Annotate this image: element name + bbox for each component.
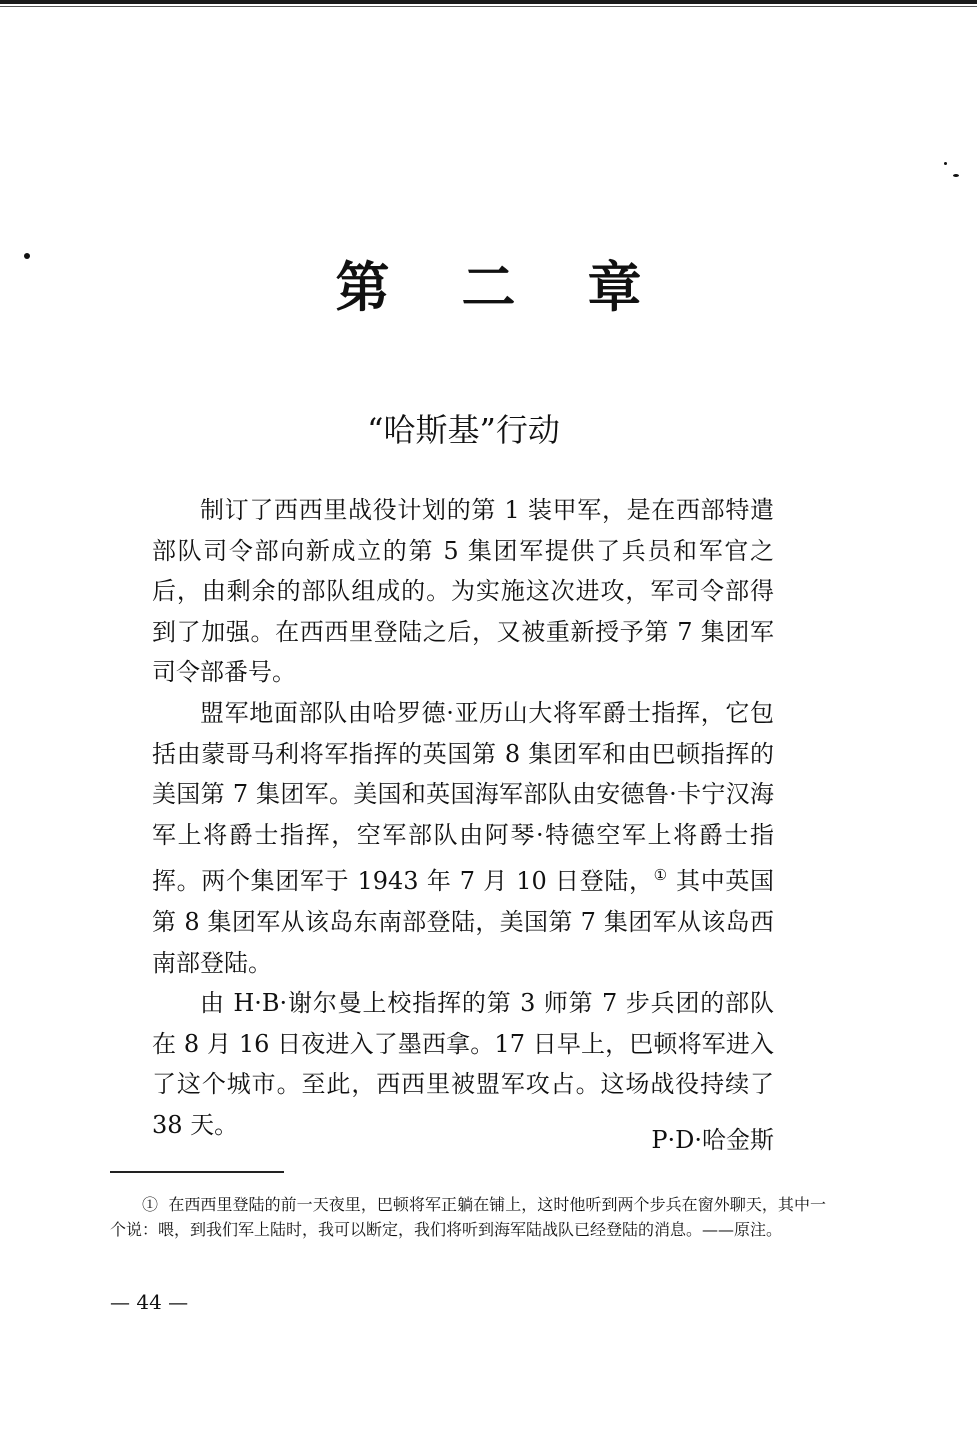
page-top-rule xyxy=(0,0,977,4)
page-number: — 44 — xyxy=(110,1290,189,1314)
body-text xyxy=(152,490,774,1146)
scan-speck xyxy=(944,162,947,165)
paragraph-text: 其中英国第 8 集团军从该岛东南部登陆，美国第 7 集团军从该岛西南部登陆。 xyxy=(152,867,774,977)
footnote xyxy=(110,1192,826,1242)
paragraph-text: 盟军地面部队由哈罗德·亚历山大将军爵士指挥，它包括由蒙哥马利将军指挥的英国第 8 集团军和由巴顿指挥的美国第 7 集团军。美国和英国海军部队由安德鲁·卡宁汉海军上将爵士指挥，空军部队由阿琴·特德空军上将爵士指挥。两个集团军于 1943 年 7 月 10 日登陆， xyxy=(152,698,774,896)
paragraph: 制订了西西里战役计划的第 1 装甲军，是在西部特遣部队司令部向新成立的第 5 集团军提供了兵员和军官之后，由剩余的部队组成的。为实施这次进攻，军司令部得到了加强。在西西里登陆之后，又被重新授予第 7 集团军司令部番号。 xyxy=(152,496,774,687)
footnote-separator xyxy=(110,1171,284,1173)
section-title: “哈斯基”行动 xyxy=(367,411,560,449)
footnote-reference[interactable]: ① xyxy=(653,866,668,885)
page-top-rule-thin xyxy=(0,6,977,7)
author-signature: P·D·哈金斯 xyxy=(651,1126,774,1154)
footnote-marker: ① xyxy=(142,1195,159,1214)
footnote-text: 在西西里登陆的前一天夜里，巴顿将军正躺在铺上，这时他听到两个步兵在窗外聊天，其中一个说：喂，到我们军上陆时，我可以断定，我们将听到海军陆战队已经登陆的消息。——原注。 xyxy=(110,1195,826,1239)
scan-speck xyxy=(953,174,959,177)
chapter-title: 第二章 xyxy=(335,255,714,319)
paragraph xyxy=(152,693,774,983)
paragraph: 由 H·B·谢尔曼上校指挥的第 3 师第 7 步兵团的部队在 8 月 16 日夜进入了墨西拿。17 日早上，巴顿将军进入了这个城市。至此，西西里被盟军攻占。这场战役持续了 38 天。 xyxy=(152,989,774,1139)
